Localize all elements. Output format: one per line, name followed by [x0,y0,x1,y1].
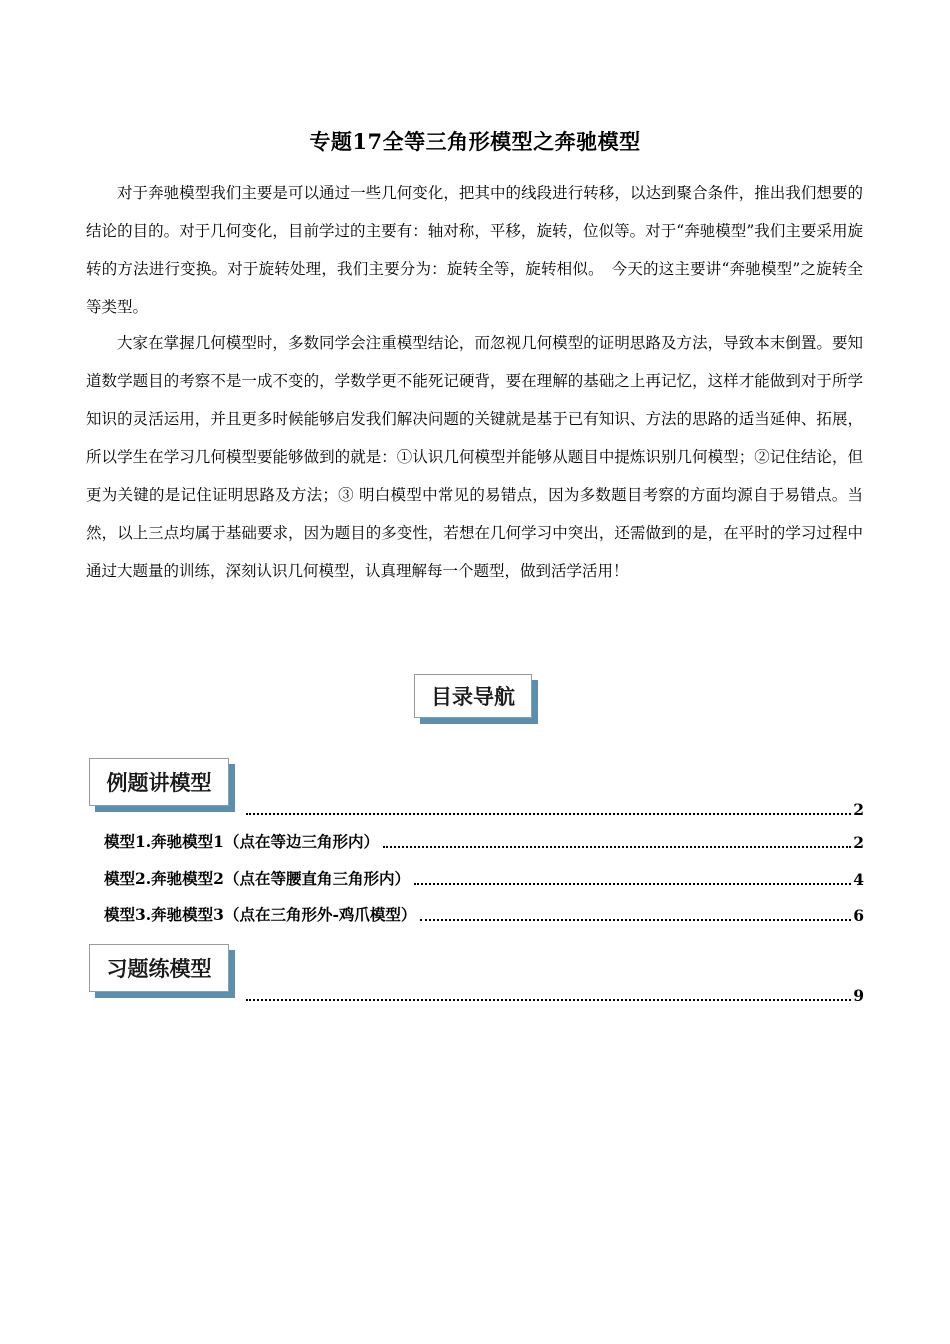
toc-entry-model-2[interactable] [104,867,864,889]
toc-entry-examples[interactable] [242,800,864,819]
toc-page-number: 2 [853,833,864,852]
toc-entry-model-3[interactable] [104,903,864,925]
toc-leader-dots [414,883,851,885]
toc-entry-label: 模型2.奔驰模型2（点在等腰直角三角形内） [104,869,410,888]
toc-entry-label: 模型3.奔驰模型3（点在三角形外-鸡爪模型） [104,905,417,924]
section-examples-label: 例题讲模型 [106,771,212,795]
section-practice-box [89,944,229,992]
toc-page-number: 6 [853,906,864,925]
toc-entry-practice[interactable] [242,986,864,1005]
toc-heading-box [414,674,532,718]
toc-entry-label: 模型1.奔驰模型1（点在等边三角形内） [104,832,379,851]
toc-leader-dots [246,999,851,1001]
toc-heading: 目录导航 [431,685,515,709]
toc-page-number: 4 [853,870,864,889]
toc-leader-dots [246,813,851,815]
toc-page-number: 2 [853,800,864,819]
toc-entry-model-1[interactable] [104,830,864,852]
document-title: 专题17全等三角形模型之奔驰模型 [309,129,641,154]
toc-leader-dots [420,919,851,921]
section-examples-box [89,758,229,806]
toc-page-number: 9 [853,986,864,1005]
toc-leader-dots [383,846,851,848]
intro-paragraph-2: 大家在掌握几何模型时，多数同学会注重模型结论，而忽视几何模型的证明思路及方法，导致本末倒置。要知道数学题目的考察不是一成不变的，学数学更不能死记硬背，要在理解的基础之上再记忆，这样才能做到对于所学知识的灵活运用，并且更多时候能够启发我们解决问题的关键就是基于已有知识、方法的思路的适当延伸、拓展，所以学生在学习几何模型要能够做到的就是：①认识几何模型并能够从题目中提炼识别几何模型；②记住结论，但更为关键的是记住证明思路及方法；③ 明白模型中常见的易错点，因为多数题目考察的方面均源自于易错点。当然，以上三点均属于基础要求，因为题目的多变性，若想在几何学习中突出，还需做到的是，在平时的学习过程中通过大题量的训练，深刻认识几何模型，认真理解每一个题型，做到活学活用！ [86,334,863,580]
section-practice-label: 习题练模型 [106,957,212,981]
intro-paragraph-1: 对于奔驰模型我们主要是可以通过一些几何变化，把其中的线段进行转移，以达到聚合条件，推出我们想要的结论的目的。对于几何变化，目前学过的主要有：轴对称，平移，旋转，位似等。对于“奔驰模型”我们主要采用旋转的方法进行变换。对于旋转处理，我们主要分为：旋转全等，旋转相似。 今天的这主要讲“奔驰模型”之旋转全等类型。 [86,184,863,316]
